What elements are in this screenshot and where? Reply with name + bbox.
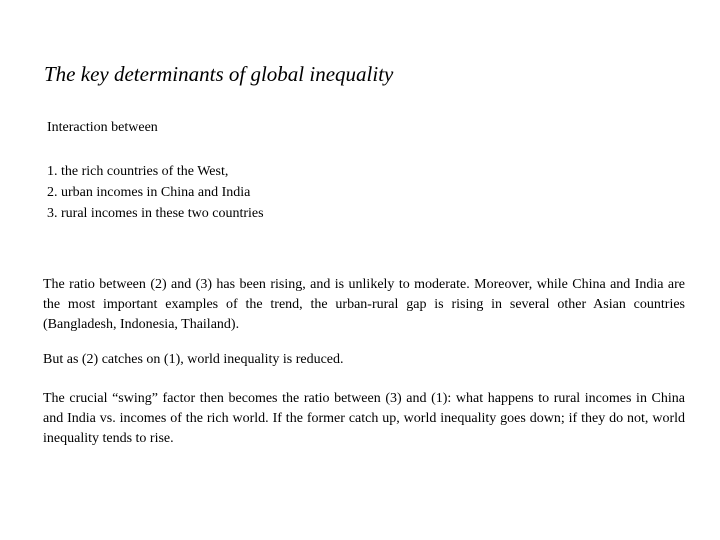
determinants-list — [47, 161, 264, 224]
paragraph-catch-up: But as (2) catches on (1), world inequality is reduced. — [43, 352, 344, 367]
list-item: 1. the rich countries of the West, — [47, 164, 229, 179]
paragraph-swing-factor: The crucial “swing” factor then becomes the ratio between (3) and (1): what happens to rural incomes in China and India vs. incomes of the rich world. If the former catch up, world inequality goes down; if they do not, world inequality tends to rise. — [43, 391, 685, 446]
paragraph-ratio: The ratio between (2) and (3) has been rising, and is unlikely to moderate. Moreover, while China and India are the most important examples of the trend, the urban-rural gap is rising in several other Asian countries (Bangladesh, Indonesia, Thailand). — [43, 277, 685, 332]
list-item: 3. rural incomes in these two countries — [47, 206, 264, 221]
list-item: 2. urban incomes in China and India — [47, 185, 251, 200]
intro-text: Interaction between — [47, 120, 158, 135]
slide-title: The key determinants of global inequality — [44, 62, 394, 86]
